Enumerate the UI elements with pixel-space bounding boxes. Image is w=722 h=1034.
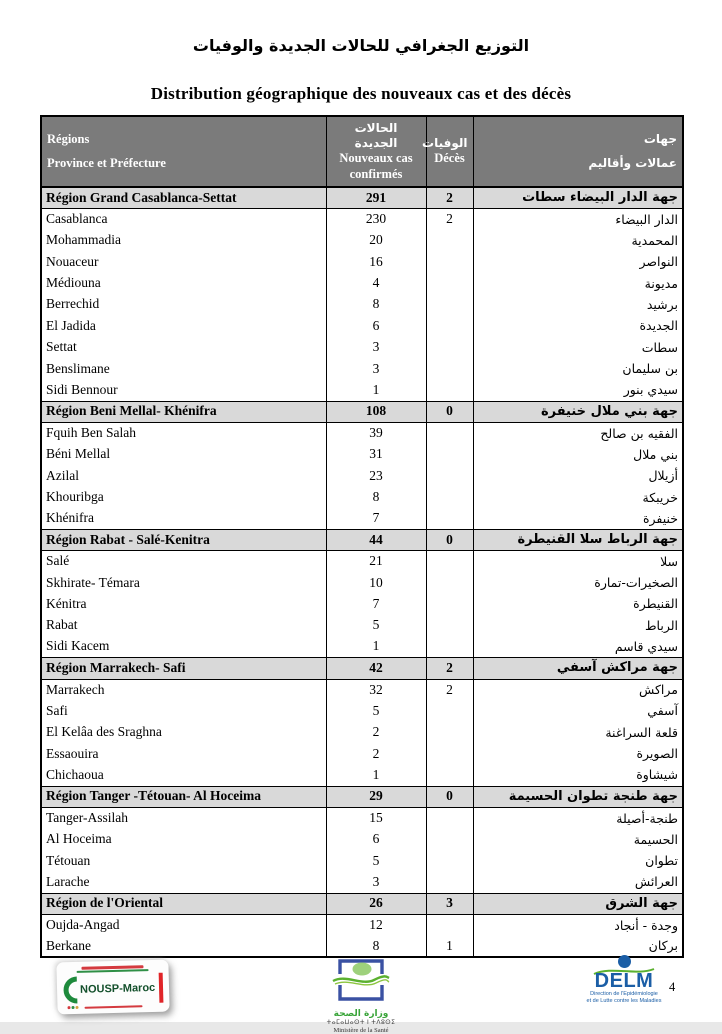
province-name-ar: طنجة-أصيلة: [473, 808, 683, 829]
province-cases-value: 5: [326, 615, 426, 636]
province-row: [41, 850, 683, 871]
province-name-fr: Casablanca: [41, 209, 326, 230]
province-name-ar: مديونة: [473, 273, 683, 294]
region-name-fr: Région Rabat - Salé-Kenitra: [41, 530, 326, 551]
province-cases-value: 10: [326, 572, 426, 593]
province-cases-value: 16: [326, 251, 426, 272]
title-french: Distribution géographique des nouveaux cas et des décès: [150, 84, 572, 103]
region-row: [41, 786, 683, 807]
province-name-fr: Larache: [41, 872, 326, 893]
province-cases-value: 4: [326, 273, 426, 294]
province-name-ar: آسفي: [473, 701, 683, 722]
region-name-ar: جهة الشرق: [473, 893, 683, 914]
province-deaths-value: [426, 444, 473, 465]
province-name-ar: خنيفرة: [473, 508, 683, 529]
province-row: [41, 551, 683, 572]
province-name-fr: El Jadida: [41, 316, 326, 337]
nousp-bottom-microtext: [85, 1005, 143, 1009]
province-row: [41, 915, 683, 936]
province-deaths-value: [426, 551, 473, 572]
province-cases-value: 12: [326, 915, 426, 936]
region-deaths-value: 0: [426, 786, 473, 807]
delm-subtitle-line1: Direction de l'Epidémiologie: [590, 991, 658, 997]
region-name-fr: Région Beni Mellal- Khénifra: [41, 401, 326, 422]
province-row: [41, 508, 683, 529]
province-name-ar: بن سليمان: [473, 358, 683, 379]
region-cases-value: 291: [326, 187, 426, 208]
region-row: [41, 187, 683, 208]
region-deaths-value: 3: [426, 893, 473, 914]
province-row: [41, 230, 683, 251]
province-name-ar: الحسيمة: [473, 829, 683, 850]
province-row: [41, 487, 683, 508]
header-deaths-fr: Décès: [434, 151, 465, 166]
table-header-row: [41, 116, 683, 187]
region-row: [41, 401, 683, 422]
region-deaths-value: 2: [426, 187, 473, 208]
province-deaths-value: [426, 508, 473, 529]
province-cases-value: 7: [326, 508, 426, 529]
province-deaths-value: [426, 465, 473, 486]
province-row: [41, 294, 683, 315]
province-cases-value: 3: [326, 872, 426, 893]
province-name-fr: Tanger-Assilah: [41, 808, 326, 829]
province-row: [41, 380, 683, 401]
region-name-fr: Région de l'Oriental: [41, 893, 326, 914]
province-deaths-value: [426, 743, 473, 764]
province-name-ar: النواصر: [473, 251, 683, 272]
province-name-ar: بني ملال: [473, 444, 683, 465]
province-name-fr: Safi: [41, 701, 326, 722]
province-name-fr: Oujda-Angad: [41, 915, 326, 936]
nousp-label: NOUSP-Maroc: [79, 981, 156, 996]
province-deaths-value: [426, 337, 473, 358]
province-deaths-value: [426, 380, 473, 401]
province-name-ar: خريبكة: [473, 487, 683, 508]
province-row: [41, 636, 683, 657]
province-deaths-value: [426, 808, 473, 829]
province-cases-value: 32: [326, 679, 426, 700]
region-row: [41, 530, 683, 551]
province-name-fr: Salé: [41, 551, 326, 572]
province-name-fr: Mohammadia: [41, 230, 326, 251]
header-new-cases-ar: الحالات الجديدة: [354, 121, 398, 150]
province-deaths-value: [426, 358, 473, 379]
province-cases-value: 20: [326, 230, 426, 251]
province-name-ar: برشيد: [473, 294, 683, 315]
ministry-name-french: Ministère de la Santé: [333, 1026, 389, 1034]
province-deaths-value: [426, 251, 473, 272]
province-name-fr: Essaouira: [41, 743, 326, 764]
header-deaths: [422, 116, 473, 187]
province-cases-value: 8: [326, 294, 426, 315]
province-deaths-value: [426, 872, 473, 893]
province-cases-value: 6: [326, 316, 426, 337]
province-name-fr: Berrechid: [41, 294, 326, 315]
province-name-ar: سيدي بنور: [473, 380, 683, 401]
ministry-name-tifinagh: ⵜⴰⵎⴰⵡⴰⵙⵜ ⵏ ⵜⴷⵓⵙⵉ: [326, 1019, 396, 1026]
province-row: [41, 423, 683, 444]
header-deaths-ar: الوفيات: [422, 136, 468, 151]
province-row: [41, 722, 683, 743]
province-row: [41, 337, 683, 358]
province-deaths-value: [426, 487, 473, 508]
province-deaths-value: [426, 316, 473, 337]
province-deaths-value: 1: [426, 936, 473, 957]
province-cases-value: 23: [326, 465, 426, 486]
province-name-fr: Azilal: [41, 465, 326, 486]
region-cases-value: 44: [326, 530, 426, 551]
province-name-fr: Fquih Ben Salah: [41, 423, 326, 444]
province-cases-value: 31: [326, 444, 426, 465]
province-name-fr: Benslimane: [41, 358, 326, 379]
header-regions-line1: Régions: [47, 131, 90, 146]
province-name-fr: Chichaoua: [41, 765, 326, 786]
province-row: [41, 209, 683, 230]
province-name-ar: تطوان: [473, 850, 683, 871]
header-regions: [41, 116, 326, 187]
province-deaths-value: [426, 765, 473, 786]
title-arabic: التوزيع الجغرافي للحالات الجديدة والوفيات: [192, 36, 530, 55]
province-row: [41, 765, 683, 786]
province-deaths-value: [426, 273, 473, 294]
province-name-fr: Khénifra: [41, 508, 326, 529]
province-cases-value: 15: [326, 808, 426, 829]
region-row: [41, 893, 683, 914]
region-name-ar: جهة الرباط سلا القنيطرة: [473, 530, 683, 551]
province-deaths-value: [426, 701, 473, 722]
region-name-fr: Région Tanger -Tétouan- Al Hoceima: [41, 786, 326, 807]
ministry-name-arabic: وزارة الصحة: [333, 1009, 389, 1020]
province-cases-value: 3: [326, 337, 426, 358]
province-cases-value: 21: [326, 551, 426, 572]
region-cases-value: 29: [326, 786, 426, 807]
province-cases-value: 1: [326, 380, 426, 401]
province-name-ar: الصخيرات-تمارة: [473, 572, 683, 593]
province-deaths-value: [426, 423, 473, 444]
province-row: [41, 465, 683, 486]
table-body: [41, 187, 683, 957]
province-name-fr: Berkane: [41, 936, 326, 957]
province-name-fr: Rabat: [41, 615, 326, 636]
province-row: [41, 872, 683, 893]
header-regions-line2: Province et Préfecture: [47, 156, 166, 171]
province-name-fr: Al Hoceima: [41, 829, 326, 850]
province-deaths-value: [426, 915, 473, 936]
province-name-ar: أزيلال: [473, 465, 683, 486]
province-deaths-value: [426, 294, 473, 315]
province-name-ar: سطات: [473, 337, 683, 358]
province-cases-value: 7: [326, 594, 426, 615]
region-name-ar: جهة مراكش آسفي: [473, 658, 683, 679]
province-row: [41, 701, 683, 722]
ministry-of-health-logo: [316, 957, 406, 1034]
region-deaths-value: 0: [426, 401, 473, 422]
province-deaths-value: [426, 636, 473, 657]
region-cases-value: 108: [326, 401, 426, 422]
province-deaths-value: [426, 850, 473, 871]
province-name-fr: Settat: [41, 337, 326, 358]
province-name-fr: Khouribga: [41, 487, 326, 508]
delm-logo: [578, 955, 670, 1005]
province-name-ar: المحمدية: [473, 230, 683, 251]
province-row: [41, 572, 683, 593]
province-name-ar: سلا: [473, 551, 683, 572]
region-name-ar: جهة طنجة تطوان الحسيمة: [473, 786, 683, 807]
province-deaths-value: [426, 615, 473, 636]
header-regions-ar-line2: عمالات وأقاليم: [588, 156, 677, 171]
header-new-cases-fr: Nouveaux cas confirmés: [339, 151, 413, 181]
nousp-maroc-logo: [56, 960, 169, 1015]
province-row: [41, 615, 683, 636]
province-row: [41, 251, 683, 272]
province-cases-value: 1: [326, 765, 426, 786]
province-name-ar: مراكش: [473, 679, 683, 700]
region-row: [41, 658, 683, 679]
province-name-fr: Nouaceur: [41, 251, 326, 272]
province-row: [41, 808, 683, 829]
header-new-cases: [326, 116, 426, 187]
province-deaths-value: [426, 594, 473, 615]
region-deaths-value: 0: [426, 530, 473, 551]
region-cases-value: 42: [326, 658, 426, 679]
province-row: [41, 273, 683, 294]
province-row: [41, 829, 683, 850]
region-deaths-value: 2: [426, 658, 473, 679]
province-deaths-value: 2: [426, 209, 473, 230]
province-name-fr: Tétouan: [41, 850, 326, 871]
province-row: [41, 594, 683, 615]
province-cases-value: 5: [326, 850, 426, 871]
province-cases-value: 1: [326, 636, 426, 657]
province-name-fr: Sidi Kacem: [41, 636, 326, 657]
province-name-ar: قلعة السراغنة: [473, 722, 683, 743]
province-name-fr: Marrakech: [41, 679, 326, 700]
province-deaths-value: [426, 230, 473, 251]
province-deaths-value: 2: [426, 679, 473, 700]
province-cases-value: 230: [326, 209, 426, 230]
province-name-ar: وجدة - أنجاد: [473, 915, 683, 936]
province-cases-value: 2: [326, 722, 426, 743]
header-regions-ar: [473, 116, 683, 187]
province-cases-value: 2: [326, 743, 426, 764]
province-name-fr: Kénitra: [41, 594, 326, 615]
delm-acronym: DELM: [594, 970, 654, 992]
region-name-ar: جهة الدار البيضاء سطات: [473, 187, 683, 208]
province-cases-value: 8: [326, 936, 426, 957]
province-name-fr: Médiouna: [41, 273, 326, 294]
province-name-ar: الجديدة: [473, 316, 683, 337]
province-deaths-value: [426, 829, 473, 850]
province-name-fr: Béni Mellal: [41, 444, 326, 465]
nousp-dots: [67, 1006, 78, 1009]
province-name-ar: بركان: [473, 936, 683, 957]
province-deaths-value: [426, 572, 473, 593]
province-name-fr: Skhirate- Témara: [41, 572, 326, 593]
province-name-ar: شيشاوة: [473, 765, 683, 786]
nousp-c-icon: [63, 976, 80, 1004]
region-cases-value: 26: [326, 893, 426, 914]
province-row: [41, 444, 683, 465]
province-name-ar: القنيطرة: [473, 594, 683, 615]
region-name-ar: جهة بني ملال خنيفرة: [473, 401, 683, 422]
province-cases-value: 39: [326, 423, 426, 444]
province-name-ar: سيدي قاسم: [473, 636, 683, 657]
province-name-ar: الدار البيضاء: [473, 209, 683, 230]
province-name-ar: الصويرة: [473, 743, 683, 764]
distribution-table: [40, 115, 684, 958]
province-cases-value: 5: [326, 701, 426, 722]
province-row: [41, 358, 683, 379]
province-name-ar: الرباط: [473, 615, 683, 636]
province-name-fr: El Kelâa des Sraghna: [41, 722, 326, 743]
header-regions-ar-line1: جهات: [643, 132, 677, 147]
province-name-fr: Sidi Bennour: [41, 380, 326, 401]
province-cases-value: 3: [326, 358, 426, 379]
province-row: [41, 743, 683, 764]
delm-subtitle-line2: et de Lutte contre les Maladies: [586, 998, 662, 1005]
province-row: [41, 679, 683, 700]
province-cases-value: 8: [326, 487, 426, 508]
nousp-red-bar: [159, 973, 164, 1003]
province-row: [41, 316, 683, 337]
province-deaths-value: [426, 722, 473, 743]
province-name-ar: العرائش: [473, 872, 683, 893]
province-name-ar: الفقيه بن صالح: [473, 423, 683, 444]
region-name-fr: Région Grand Casablanca-Settat: [41, 187, 326, 208]
ministry-emblem-icon: [332, 957, 390, 1003]
region-name-fr: Région Marrakech- Safi: [41, 658, 326, 679]
province-cases-value: 6: [326, 829, 426, 850]
page-number: 4: [669, 980, 676, 994]
